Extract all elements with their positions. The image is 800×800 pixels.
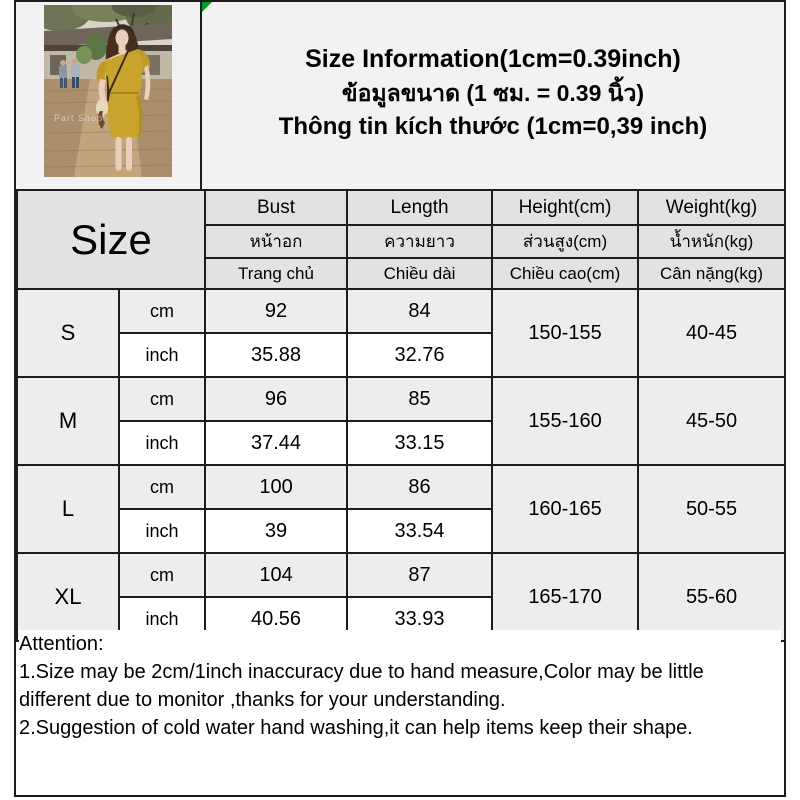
unit-label-cm: cm: [119, 553, 205, 597]
table-row-l-cm: [17, 465, 785, 509]
l-bust-inch: 39: [205, 509, 347, 553]
xl-weight-range: 55-60: [638, 553, 785, 641]
unit-label-inch: inch: [119, 597, 205, 641]
outer-frame: [14, 0, 786, 797]
l-length-inch: 33.54: [347, 509, 492, 553]
attention-heading: Attention:: [19, 633, 104, 655]
s-length-inch: 32.76: [347, 333, 492, 377]
size-label-xl: XL: [17, 553, 119, 641]
title-block: [202, 2, 784, 189]
m-bust-inch: 37.44: [205, 421, 347, 465]
l-height-range: 160-165: [492, 465, 638, 553]
size-label-s: S: [17, 289, 119, 377]
col-header-height-en: Height(cm): [492, 190, 638, 225]
face: [116, 30, 129, 47]
table-row-m-cm: [17, 377, 785, 421]
m-bust-cm: 96: [205, 377, 347, 421]
photo-watermark: Part Shop: [54, 113, 104, 123]
col-header-weight-th: น้ำหนัก(kg): [638, 225, 785, 258]
col-header-weight-vi: Cân nặng(kg): [638, 258, 785, 289]
xl-bust-cm: 104: [205, 553, 347, 597]
size-table: [16, 189, 786, 642]
col-header-length-en: Length: [347, 190, 492, 225]
excel-cell-indicator-icon: [202, 2, 212, 12]
col-header-length-th: ความยาว: [347, 225, 492, 258]
size-label-m: M: [17, 377, 119, 465]
s-length-cm: 84: [347, 289, 492, 333]
header-row-english: [17, 190, 785, 225]
unit-label-inch: inch: [119, 333, 205, 377]
col-header-height-vi: Chiều cao(cm): [492, 258, 638, 289]
unit-label-cm: cm: [119, 289, 205, 333]
size-corner-cell: Size: [17, 190, 205, 289]
unit-label-cm: cm: [119, 465, 205, 509]
unit-label-inch: inch: [119, 509, 205, 553]
unit-label-cm: cm: [119, 377, 205, 421]
s-weight-range: 40-45: [638, 289, 785, 377]
unit-label-inch: inch: [119, 421, 205, 465]
top-section: [16, 2, 784, 189]
m-length-cm: 85: [347, 377, 492, 421]
col-header-weight-en: Weight(kg): [638, 190, 785, 225]
col-header-bust-th: หน้าอก: [205, 225, 347, 258]
m-weight-range: 45-50: [638, 377, 785, 465]
l-weight-range: 50-55: [638, 465, 785, 553]
photo-cell: [16, 2, 202, 189]
xl-height-range: 165-170: [492, 553, 638, 641]
attention-note-2: 2.Suggestion of cold water hand washing,it can help items keep their shape.: [19, 717, 693, 739]
col-header-length-vi: Chiều dài: [347, 258, 492, 289]
attention-note-1: 1.Size may be 2cm/1inch inaccuracy due to hand measure,Color may be little different due to monitor ,thanks for your understanding.: [19, 661, 704, 711]
s-bust-cm: 92: [205, 289, 347, 333]
title-thai: ข้อมูลขนาด (1 ซม. = 0.39 นิ้ว): [341, 80, 645, 106]
left-leg: [116, 137, 122, 171]
s-height-range: 150-155: [492, 289, 638, 377]
table-row-s-cm: [17, 289, 785, 333]
l-bust-cm: 100: [205, 465, 347, 509]
attention-notes: [19, 630, 781, 742]
m-height-range: 155-160: [492, 377, 638, 465]
col-header-height-th: ส่วนสูง(cm): [492, 225, 638, 258]
title-vietnamese: Thông tin kích thước (1cm=0,39 inch): [278, 113, 708, 140]
s-bust-inch: 35.88: [205, 333, 347, 377]
size-label-l: L: [17, 465, 119, 553]
m-length-inch: 33.15: [347, 421, 492, 465]
xl-length-inch: 33.93: [347, 597, 492, 641]
product-photo: [44, 5, 172, 177]
title-english: Size Information(1cm=0.39inch): [305, 45, 681, 73]
col-header-bust-vi: Trang chủ: [205, 258, 347, 289]
table-row-xl-cm: [17, 553, 785, 597]
xl-bust-inch: 40.56: [205, 597, 347, 641]
product-photo-illustration: [44, 5, 172, 177]
l-length-cm: 86: [347, 465, 492, 509]
right-leg: [126, 137, 132, 171]
xl-length-cm: 87: [347, 553, 492, 597]
col-header-bust-en: Bust: [205, 190, 347, 225]
